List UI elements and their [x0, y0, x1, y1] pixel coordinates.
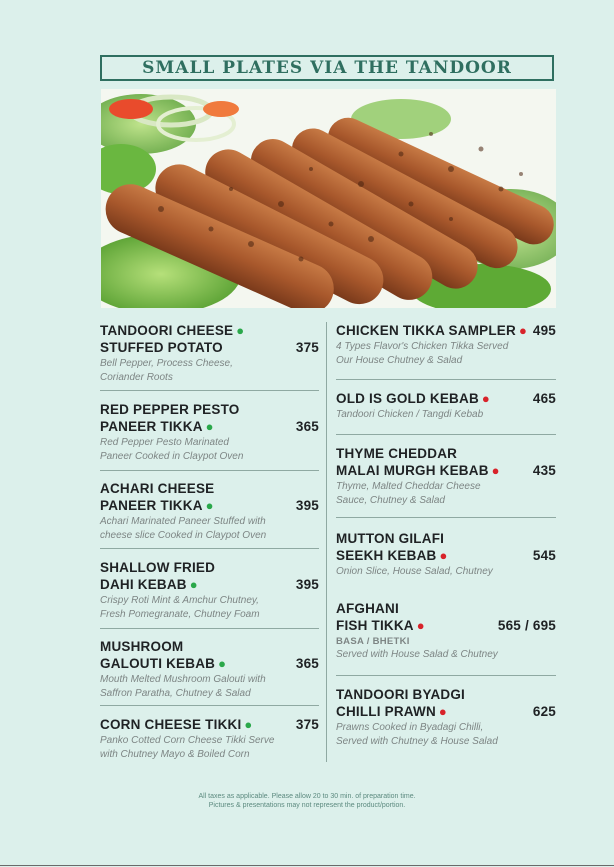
menu-item	[336, 445, 556, 507]
column-separator	[326, 322, 327, 762]
kebab-illustration	[101, 89, 556, 308]
menu-item	[336, 322, 556, 367]
nonveg-indicator-icon: ●	[518, 323, 528, 338]
item-description: 4 Types Flavor's Chicken Tikka Served Our House Chutney & Salad	[336, 341, 509, 366]
item-name: RED PEPPER PESTO PANEER TIKKA ● 365	[100, 402, 319, 434]
item-price: 435	[532, 463, 556, 478]
item-name: CHICKEN TIKKA SAMPLER ● 495	[336, 323, 556, 338]
page-title: SMALL PLATES VIA THE TANDOOR	[100, 55, 554, 81]
veg-indicator-icon: ●	[189, 577, 198, 592]
item-price: 465	[532, 391, 556, 406]
item-name: CORN CHEESE TIKKI ● 375	[100, 717, 319, 732]
item-description: Tandoori Chicken / Tangdi Kebab	[336, 409, 484, 420]
nonveg-indicator-icon: ●	[481, 391, 490, 406]
menu-item	[336, 530, 556, 579]
item-name: THYME CHEDDAR MALAI MURGH KEBAB ● 435	[336, 446, 556, 478]
menu-item	[100, 480, 319, 542]
item-name: MUTTON GILAFI SEEKH KEBAB ● 545	[336, 531, 556, 563]
divider	[336, 379, 556, 380]
item-description: Crispy Roti Mint & Amchur Chutney, Fresh Pomegranate, Chutney Foam	[100, 595, 260, 620]
item-variant: BASA / BHETKI	[336, 636, 410, 647]
item-price: 545	[532, 548, 556, 563]
item-name: AFGHANI FISH TIKKA ● 565 / 695	[336, 601, 556, 633]
item-price: 375	[295, 717, 319, 732]
footer-note	[0, 792, 614, 810]
footer-line: Pictures & presentations may not represent the product/portion.	[208, 802, 406, 809]
item-price: 375	[295, 340, 319, 355]
item-description: Onion Slice, House Salad, Chutney	[336, 566, 493, 577]
item-description: Panko Cotted Corn Cheese Tikki Serve with Chutney Mayo & Boiled Corn	[100, 735, 275, 760]
item-name: TANDOORI CHEESE ● STUFFED POTATO 375	[100, 323, 319, 355]
divider	[100, 390, 319, 391]
seekh-kebab-photo	[101, 89, 556, 308]
item-price: 565 / 695	[497, 618, 556, 633]
item-price: 495	[532, 323, 556, 338]
item-description: Served with House Salad & Chutney	[336, 649, 498, 660]
menu-item	[336, 600, 556, 662]
item-description: Red Pepper Pesto Marinated Paneer Cooked in Claypot Oven	[100, 437, 244, 462]
nonveg-indicator-icon: ●	[491, 463, 500, 478]
veg-indicator-icon: ●	[244, 717, 253, 732]
menu-item	[336, 686, 556, 748]
divider	[336, 517, 556, 518]
item-description: Mouth Melted Mushroom Galouti with Saffron Paratha, Chutney & Salad	[100, 674, 266, 699]
item-price: 365	[295, 656, 319, 671]
nonveg-indicator-icon: ●	[438, 704, 447, 719]
divider	[100, 628, 319, 629]
divider	[100, 470, 319, 471]
menu-item	[100, 559, 319, 621]
item-name: ACHARI CHEESE PANEER TIKKA ● 395	[100, 481, 319, 513]
menu-item	[100, 322, 319, 384]
item-price: 365	[295, 419, 319, 434]
item-price: 625	[532, 704, 556, 719]
item-name: MUSHROOM GALOUTI KEBAB ● 365	[100, 639, 319, 671]
divider	[100, 705, 319, 706]
divider	[100, 548, 319, 549]
divider	[336, 675, 556, 676]
item-price: 395	[295, 577, 319, 592]
menu-item	[100, 401, 319, 463]
item-description: Achari Marinated Paneer Stuffed with cheese slice Cooked in Claypot Oven	[100, 516, 267, 541]
divider	[336, 434, 556, 435]
nonveg-indicator-icon: ●	[416, 618, 425, 633]
veg-indicator-icon: ●	[218, 656, 227, 671]
bottom-border	[0, 865, 614, 866]
veg-indicator-icon: ●	[205, 419, 214, 434]
veg-indicator-icon: ●	[236, 323, 245, 338]
item-description: Prawns Cooked in Byadagi Chilli, Served with Chutney & House Salad	[336, 722, 498, 747]
footer-line: All taxes as applicable. Please allow 20 to 30 min. of preparation time.	[198, 793, 416, 800]
item-name: TANDOORI BYADGI CHILLI PRAWN ● 625	[336, 687, 556, 719]
veg-indicator-icon: ●	[205, 498, 214, 513]
menu-item	[336, 390, 556, 422]
item-name: OLD IS GOLD KEBAB ● 465	[336, 391, 556, 406]
item-price: 395	[295, 498, 319, 513]
menu-item	[100, 716, 319, 761]
menu-item	[100, 638, 319, 700]
item-name: SHALLOW FRIED DAHI KEBAB ● 395	[100, 560, 319, 592]
item-description: Thyme, Malted Cheddar Cheese Sauce, Chutney & Salad	[336, 481, 481, 506]
nonveg-indicator-icon: ●	[439, 548, 448, 563]
item-description: Bell Pepper, Process Cheese, Coriander Roots	[100, 358, 233, 383]
